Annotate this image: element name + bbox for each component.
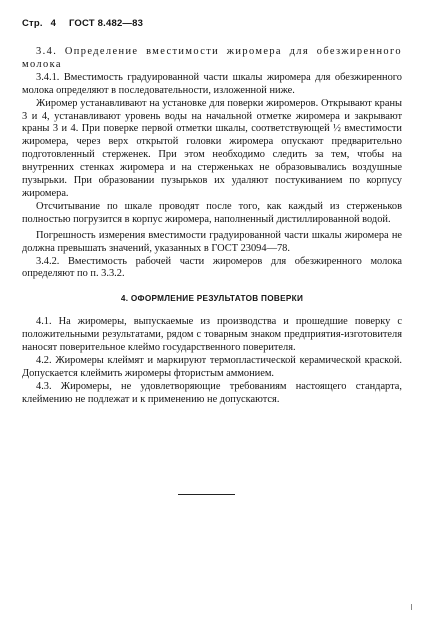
paragraph-4-3: 4.3. Жиромеры, не удовлетворяющие требованиям настоящего стандарта, клеймению не подлежат и к применению не допускаются. <box>22 380 402 405</box>
paragraph-installation: Жиромер устанавливают на установке для поверки жиромеров. Открывают краны 3 и 4, устанавливают уровень воды на начальной отметке жиромера и закрывают краны 3 и 4. При поверке первой отметки шкалы, соответствующей ½ вместимости жиромера, через верх открытой головки жиромера опускают предварительно подготовленный стерженек. При этом необходимо следить за тем, чтобы на внутренних стенках жиромера и на стерженьках не образовывались воздушные пузырьки. При образовании пузырьков их удаляют постукиванием по корпусу жиромера. <box>22 97 402 199</box>
paragraph-4-1: 4.1. На жиромеры, выпускаемые из производства и прошедшие поверку с положительными результатами, рядом с товарным знаком предприятия-изготовителя наносят поверительное клеймо государственного поверителя. <box>22 316 402 354</box>
running-header <box>22 18 148 29</box>
end-of-text-rule <box>178 494 235 495</box>
page-label: Стр. <box>22 18 43 29</box>
section-3-4-heading: 3.4. Определение вместимости жиромера для обезжиренного молока <box>22 46 402 70</box>
paragraph-3-4-1: 3.4.1. Вместимость градуированной части шкалы жиромера для обезжиренного молока определяют в последовательности, изложенной ниже. <box>22 71 402 96</box>
paragraph-error: Погрешность измерения вместимости градуированной части шкалы жиромера не должна превышать значений, указанных в ГОСТ 23094—78. <box>22 229 402 254</box>
section-4-title: 4. ОФОРМЛЕНИЕ РЕЗУЛЬТАТОВ ПОВЕРКИ <box>120 294 304 304</box>
paragraph-3-4-2: 3.4.2. Вместимость рабочей части жиромеров для обезжиренного молока определяют по п. 3.3.2. <box>22 255 402 280</box>
scan-speck <box>411 604 412 610</box>
paragraph-reading: Отсчитывание по шкале проводят после того, как каждый из стерженьков полностью погрузится в корпус жиромера, наполненный дистиллированной водой. <box>22 200 402 225</box>
standard-number: ГОСТ 8.482—83 <box>68 18 144 29</box>
document-body <box>22 46 402 407</box>
page-number: 4 <box>50 18 57 29</box>
paragraph-4-2: 4.2. Жиромеры клеймят и маркируют термопластической керамической краской. Допускается клеймить жиромеры фтористым аммонием. <box>22 354 402 379</box>
